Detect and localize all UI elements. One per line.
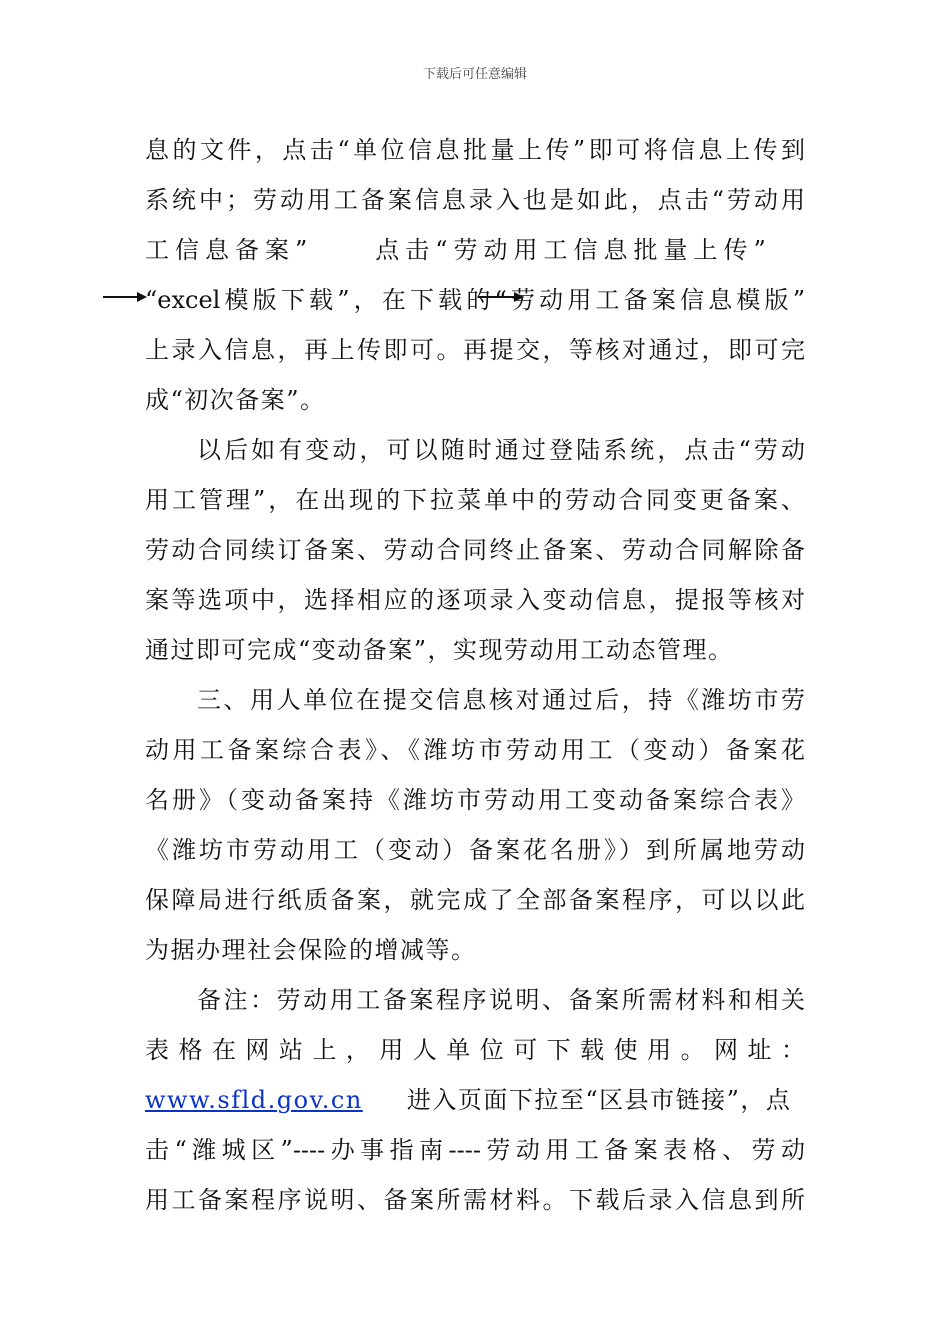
body-line <box>145 1075 805 1125</box>
website-link[interactable]: www.sfld.gov.cn <box>145 1086 363 1114</box>
body-line: “excel模版下载”，在下载的“劳动用工备案信息模版” <box>145 286 805 314</box>
body-line: 息的文件，点击“单位信息批量上传”即可将信息上传到 <box>145 136 805 164</box>
body-line: 以后如有变动，可以随时通过登陆系统，点击“劳动 <box>197 436 805 464</box>
body-line: 《潍坊市劳动用工（变动）备案花名册》）到所属地劳动 <box>145 836 805 864</box>
body-line: 备注：劳动用工备案程序说明、备案所需材料和相关 <box>197 986 805 1014</box>
body-line: 三、用人单位在提交信息核对通过后，持《潍坊市劳 <box>197 686 805 714</box>
body-line: 劳动合同续订备案、劳动合同终止备案、劳动合同解除备 <box>145 536 805 564</box>
text-segment: 进入页面下拉至“区县市链接”，点 <box>406 1086 792 1114</box>
body-line: 通过即可完成“变动备案”，实现劳动用工动态管理。 <box>145 636 734 664</box>
body-line: 上录入信息，再上传即可。再提交，等核对通过，即可完 <box>145 336 805 364</box>
body-line: 用工备案程序说明、备案所需材料。下载后录入信息到所 <box>145 1186 805 1214</box>
body-line: 保障局进行纸质备案，就完成了全部备案程序，可以以此 <box>145 886 805 914</box>
text-segment: 工信息备案” <box>145 236 314 264</box>
arrow-icon <box>103 289 147 305</box>
page-header: 下载后可任意编辑 <box>422 67 527 82</box>
body-line: 用工管理”，在出现的下拉菜单中的劳动合同变更备案、 <box>145 486 805 514</box>
body-line <box>145 225 805 275</box>
text-segment: 点击“劳动用工信息批量上传” <box>375 236 772 264</box>
body-line: 成“初次备案”。 <box>145 386 326 414</box>
body-line: 为据办理社会保险的增减等。 <box>145 936 477 964</box>
body-line: 系统中；劳动用工备案信息录入也是如此，点击“劳动用 <box>145 186 805 214</box>
body-line: 动用工备案综合表》、《潍坊市劳动用工（变动）备案花 <box>145 736 805 764</box>
body-line: 案等选项中，选择相应的逐项录入变动信息，提报等核对 <box>145 586 805 614</box>
body-line: 表格在网站上，用人单位可下载使用。网址： <box>145 1036 805 1064</box>
body-line: 名册》（变动备案持《潍坊市劳动用工变动备案综合表》 <box>145 786 805 814</box>
body-line: 击“潍城区”----办事指南----劳动用工备案表格、劳动 <box>145 1136 805 1164</box>
